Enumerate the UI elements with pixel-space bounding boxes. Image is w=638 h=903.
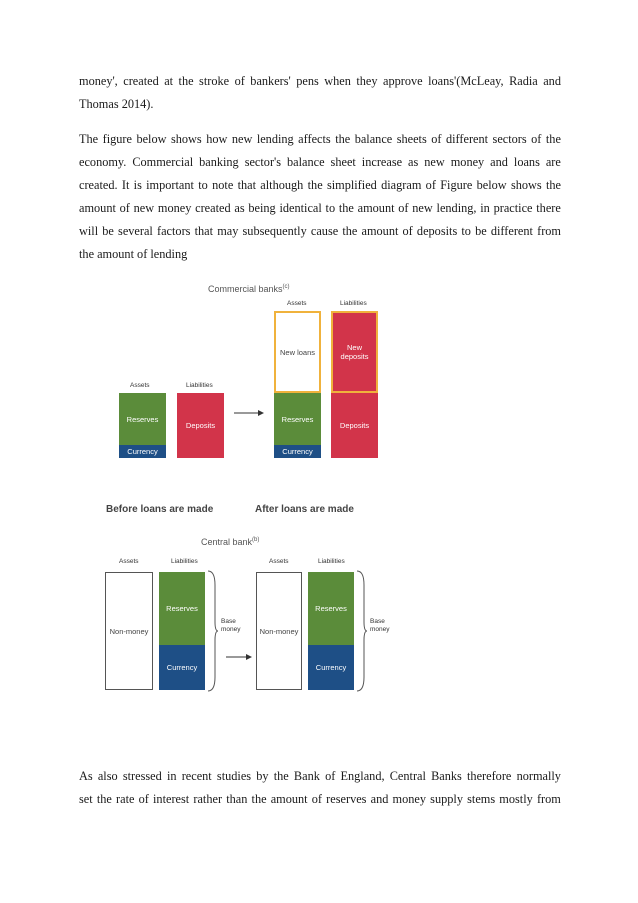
word: amount [270, 792, 308, 806]
new-loans-box: New loans [274, 311, 321, 393]
word: be [475, 224, 487, 238]
word: England, [340, 769, 385, 783]
word: lending [256, 132, 294, 146]
paragraph-2-line-5 [79, 225, 561, 237]
central-before-base-money-label: Base money [221, 618, 241, 634]
word: therefore [467, 769, 512, 783]
word: bankers' [250, 74, 291, 88]
central-before-assets-header: Assets [119, 558, 139, 565]
new-deposits-box: New deposits [331, 311, 378, 393]
word: and [370, 792, 389, 806]
word: shows [170, 132, 202, 146]
word: balance [354, 132, 393, 146]
word: set [79, 792, 93, 806]
word: also [97, 769, 118, 783]
word: amount [79, 201, 116, 215]
word: affects [298, 132, 331, 146]
word: Figure [440, 178, 473, 192]
word: they [356, 74, 378, 88]
word: amount [361, 224, 399, 238]
word: rather [193, 792, 223, 806]
word: pens [296, 74, 319, 88]
word: Central [389, 769, 426, 783]
before-loans-label: Before loans are made [106, 504, 214, 515]
word: that [237, 178, 257, 192]
word: mostly [499, 792, 533, 806]
word: increase [361, 155, 403, 169]
paragraph-3-line-2 [79, 793, 561, 805]
commercial-arrow [234, 405, 264, 415]
word: cause [310, 224, 339, 238]
word: normally [516, 769, 561, 783]
word: reserves [326, 792, 367, 806]
word: in [480, 201, 490, 215]
word: below [476, 178, 507, 192]
central-after-brace [356, 570, 368, 697]
word: new [133, 201, 155, 215]
central-arrow [226, 649, 252, 659]
word: Banks [431, 769, 462, 783]
word: new [412, 201, 433, 215]
word: the [545, 132, 561, 146]
word: the [545, 178, 561, 192]
word: stems [467, 792, 496, 806]
word: Commercial [132, 155, 194, 169]
word: from [537, 224, 561, 238]
word: of [325, 769, 336, 783]
word: from [536, 792, 561, 806]
word: are [545, 155, 561, 169]
word: studies [216, 769, 252, 783]
word: than [226, 792, 248, 806]
paragraph-2-line-2 [79, 156, 561, 168]
paragraph-1-line-2: Thomas 2014). [79, 97, 154, 111]
before-currency-box: Currency [119, 445, 166, 458]
word: new [231, 132, 253, 146]
after-liabilities-header: Liabilities [340, 300, 367, 307]
word: the [178, 74, 194, 88]
word: several [118, 224, 153, 238]
before-reserves-box: Reserves [119, 393, 166, 445]
after-assets-header: Assets [287, 300, 307, 307]
before-deposits-box: Deposits [177, 393, 224, 458]
word: The [79, 132, 99, 146]
word: subsequently [242, 224, 307, 238]
paragraph-3-line-1 [79, 770, 561, 782]
central-before-currency-box: Currency [159, 645, 205, 690]
word: amount [357, 201, 395, 215]
word: being [248, 201, 276, 215]
word: the [251, 792, 267, 806]
word: by [256, 769, 269, 783]
paragraph-2-line-6: the amount of lending [79, 247, 188, 261]
word: shows [510, 178, 542, 192]
word: new [424, 155, 445, 169]
word: the [273, 769, 289, 783]
central-after-currency-box: Currency [308, 645, 354, 690]
after-deposits-box: Deposits [331, 393, 378, 458]
word: created [195, 201, 231, 215]
word: identical [279, 201, 322, 215]
word: sector's [244, 155, 282, 169]
word: below [136, 132, 167, 146]
word: created. [79, 178, 118, 192]
word: simplified [326, 178, 377, 192]
word: diagram [381, 178, 422, 192]
word: Radia [509, 74, 538, 88]
word: and [543, 74, 561, 88]
word: to [461, 224, 471, 238]
word: stressed [122, 769, 162, 783]
word: as [408, 155, 419, 169]
central-before-liabilities-header: Liabilities [171, 558, 198, 565]
central-after-assets-header: Assets [269, 558, 289, 565]
paragraph-1-line-1 [79, 75, 561, 87]
word: note [212, 178, 234, 192]
word: different [490, 224, 533, 238]
word: created [123, 74, 159, 88]
paragraph-2-line-1 [79, 133, 561, 145]
word: of [138, 792, 149, 806]
word: Bank [293, 769, 320, 783]
word: there [536, 201, 561, 215]
word: stroke [199, 74, 230, 88]
word: although [260, 178, 304, 192]
word: the [307, 178, 323, 192]
after-loans-label: After loans are made [255, 504, 354, 515]
central-bank-title: Central bank$^{(b)}$ [201, 537, 260, 547]
word: economy. [79, 155, 127, 169]
word: money [392, 792, 427, 806]
word: lending, [436, 201, 477, 215]
word: loans'(McLeay, [428, 74, 504, 88]
word: figure [102, 132, 132, 146]
central-after-liabilities-header: Liabilities [318, 558, 345, 565]
before-liabilities-header: Liabilities [186, 382, 213, 389]
word: of [531, 132, 542, 146]
word: balance [287, 155, 325, 169]
paragraph-2-line-4 [79, 202, 561, 214]
word: the [96, 792, 112, 806]
word: the [338, 201, 354, 215]
central-after-base-money-label: Base money [370, 618, 390, 634]
word: money [450, 155, 485, 169]
central-before-non-money-box: Non-money [105, 572, 153, 690]
word: deposits [416, 224, 458, 238]
word: of [398, 201, 409, 215]
word: interest [153, 792, 190, 806]
word: different [445, 132, 489, 146]
word: important [146, 178, 194, 192]
word: As [79, 769, 93, 783]
word: banking [199, 155, 239, 169]
word: factors [157, 224, 191, 238]
word: as [234, 201, 245, 215]
commercial-banks-title: Commercial banks$^{(c)}$ [208, 284, 290, 294]
word: and [490, 155, 508, 169]
word: of [311, 792, 323, 806]
word: how [206, 132, 228, 146]
word: in [166, 769, 177, 783]
word: recent [181, 769, 212, 783]
word: may [217, 224, 239, 238]
word: will [79, 224, 99, 238]
word: It [121, 178, 130, 192]
word: rate [116, 792, 135, 806]
before-assets-header: Assets [130, 382, 150, 389]
central-before-reserves-box: Reserves [159, 572, 205, 645]
word: is [133, 178, 142, 192]
word: be [102, 224, 114, 238]
word: money [157, 201, 192, 215]
word: that [194, 224, 214, 238]
after-reserves-box: Reserves [274, 393, 321, 445]
word: sheets [396, 132, 427, 146]
central-before-brace [207, 570, 219, 697]
word: of [425, 178, 436, 192]
word: money', [79, 74, 118, 88]
central-after-reserves-box: Reserves [308, 572, 354, 645]
central-after-non-money-box: Non-money [256, 572, 302, 690]
word: practice [493, 201, 533, 215]
word: of [431, 132, 442, 146]
word: of [234, 74, 245, 88]
word: of [402, 224, 413, 238]
after-currency-box: Currency [274, 445, 321, 458]
word: at [164, 74, 174, 88]
word: when [324, 74, 351, 88]
word: sheet [330, 155, 356, 169]
word: supply [430, 792, 463, 806]
word: to [325, 201, 336, 215]
word: sectors [492, 132, 527, 146]
word: the [342, 224, 358, 238]
word: to [198, 178, 208, 192]
word: loans [513, 155, 540, 169]
word: approve [383, 74, 423, 88]
word: of [119, 201, 130, 215]
word: the [335, 132, 351, 146]
paragraph-2-line-3 [79, 179, 561, 191]
